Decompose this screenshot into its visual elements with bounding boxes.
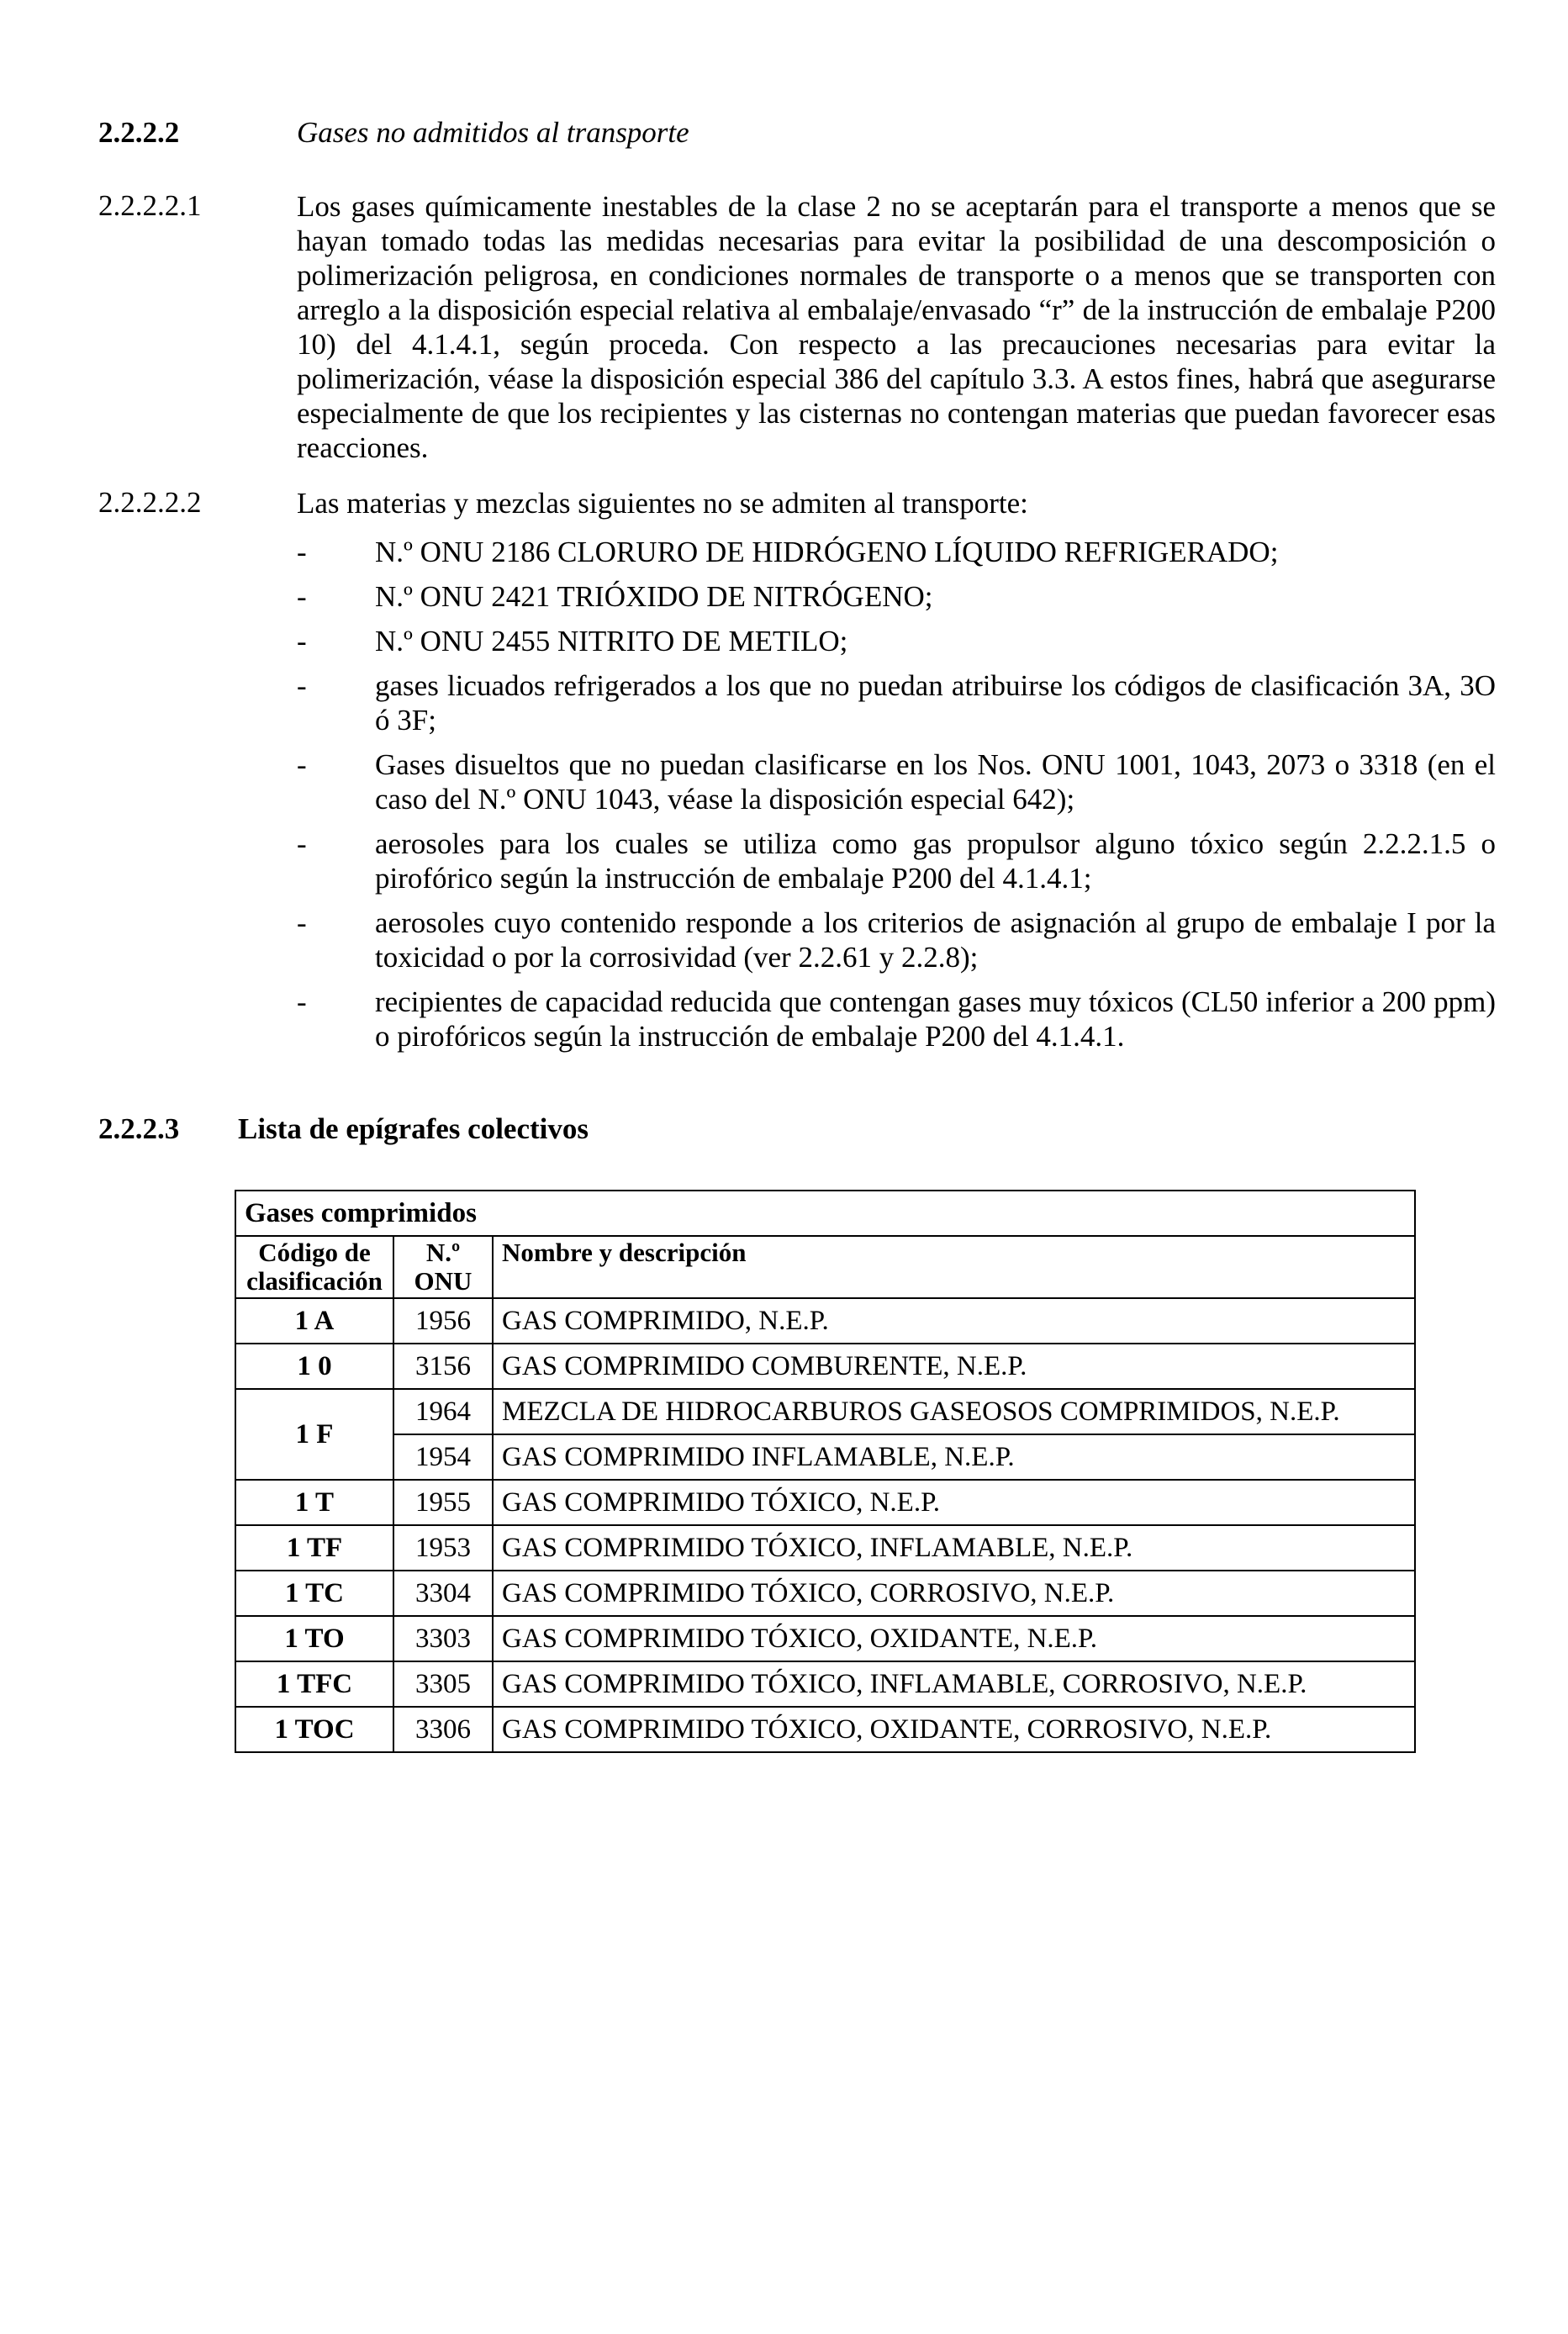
cell-onu: 3305	[393, 1661, 493, 1707]
cell-desc: GAS COMPRIMIDO COMBURENTE, N.E.P.	[493, 1344, 1415, 1389]
list-item-text: Gases disueltos que no puedan clasificarse en los Nos. ONU 1001, 1043, 2073 o 3318 (en el caso del N.º ONU 1043, véase la disposición especial 642);	[375, 748, 1496, 816]
cell-desc: GAS COMPRIMIDO TÓXICO, INFLAMABLE, CORROSIVO, N.E.P.	[493, 1661, 1415, 1707]
list-item	[297, 747, 1496, 816]
table-header-row	[235, 1236, 1415, 1298]
list-dash: -	[297, 827, 307, 860]
cell-desc: GAS COMPRIMIDO TÓXICO, OXIDANTE, N.E.P.	[493, 1616, 1415, 1661]
list-item-text: N.º ONU 2186 CLORURO DE HIDRÓGENO LÍQUIDO REFRIGERADO;	[375, 536, 1279, 568]
list-item-text: N.º ONU 2455 NITRITO DE METILO;	[375, 625, 848, 657]
section-number: 2.2.2.2	[98, 116, 180, 149]
collective-entries-table	[235, 1190, 1416, 1753]
list-item	[297, 579, 1496, 614]
cell-desc: MEZCLA DE HIDROCARBUROS GASEOSOS COMPRIMIDOS, N.E.P.	[493, 1389, 1415, 1434]
list-item	[297, 624, 1496, 658]
list-dash: -	[297, 748, 307, 781]
paragraph-text: Los gases químicamente inestables de la clase 2 no se aceptarán para el transporte a menos que se hayan tomado todas las medidas necesarias para evitar la posibilidad de una descomposición o polimerización peligrosa, en condiciones normales de transporte o a menos que se transporten con arreglo a la disposición especial relativa al embalaje/envasado “r” de la instrucción de embalaje P200 10) del 4.1.4.1, según proceda. Con respecto a las precauciones necesarias para evitar la polimerización, véase la disposición especial 386 del capítulo 3.3. A estos fines, habrá que asegurarse especialmente de que los recipientes y las cisternas no contengan materias que puedan favorecer esas reacciones.	[297, 190, 1496, 464]
list-item-text: N.º ONU 2421 TRIÓXIDO DE NITRÓGENO;	[375, 580, 933, 613]
subsection-title: Lista de epígrafes colectivos	[238, 1112, 589, 1145]
table-row	[235, 1298, 1415, 1344]
paragraph-2-2-2-2-1	[98, 189, 1496, 465]
cell-onu: 1964	[393, 1389, 493, 1434]
list-dash: -	[297, 536, 307, 568]
header-code-line1: Código de	[258, 1238, 371, 1267]
subsection-heading	[98, 1112, 589, 1146]
header-un-number	[393, 1236, 493, 1298]
cell-onu: 1955	[393, 1480, 493, 1525]
list-item-text: aerosoles cuyo contenido responde a los criterios de asignación al grupo de embalaje I por la toxicidad o por la corrosividad (ver 2.2.61 y 2.2.8);	[375, 906, 1496, 974]
cell-code: 1 T	[235, 1480, 393, 1525]
table-caption-row	[235, 1191, 1415, 1236]
table-row	[235, 1707, 1415, 1752]
cell-onu: 1954	[393, 1434, 493, 1480]
cell-onu: 3156	[393, 1344, 493, 1389]
list-item	[297, 906, 1496, 974]
excluded-substances-list	[297, 535, 1496, 1064]
section-title: Gases no admitidos al transporte	[297, 116, 689, 149]
list-item-text: gases licuados refrigerados a los que no puedan atribuirse los códigos de clasificación 3A, 3O ó 3F;	[375, 669, 1496, 737]
list-dash: -	[297, 669, 307, 702]
cell-desc: GAS COMPRIMIDO TÓXICO, N.E.P.	[493, 1480, 1415, 1525]
cell-desc: GAS COMPRIMIDO TÓXICO, INFLAMABLE, N.E.P.	[493, 1525, 1415, 1571]
header-code-line2: clasificación	[246, 1266, 383, 1296]
header-name-description: Nombre y descripción	[493, 1236, 1415, 1298]
table-row	[235, 1571, 1415, 1616]
table-caption: Gases comprimidos	[235, 1191, 1415, 1236]
list-item-text: aerosoles para los cuales se utiliza como gas propulsor alguno tóxico según 2.2.2.1.5 o pirofórico según la instrucción de embalaje P200 del 4.1.4.1;	[375, 827, 1496, 895]
table-row	[235, 1661, 1415, 1707]
cell-code: 1 TO	[235, 1616, 393, 1661]
cell-onu: 1953	[393, 1525, 493, 1571]
cell-code: 1 TF	[235, 1525, 393, 1571]
list-dash: -	[297, 906, 307, 939]
list-item	[297, 668, 1496, 737]
cell-onu: 3304	[393, 1571, 493, 1616]
table-row	[235, 1480, 1415, 1525]
cell-desc: GAS COMPRIMIDO, N.E.P.	[493, 1298, 1415, 1344]
table-row	[235, 1389, 1415, 1434]
section-heading	[98, 116, 689, 150]
list-item	[297, 985, 1496, 1053]
cell-onu: 3306	[393, 1707, 493, 1752]
cell-onu: 1956	[393, 1298, 493, 1344]
table-row	[235, 1525, 1415, 1571]
list-item-text: recipientes de capacidad reducida que contengan gases muy tóxicos (CL50 inferior a 200 ppm) o pirofóricos según la instrucción de embalaje P200 del 4.1.4.1.	[375, 985, 1496, 1053]
cell-desc: GAS COMPRIMIDO INFLAMABLE, N.E.P.	[493, 1434, 1415, 1480]
paragraph-number: 2.2.2.2.2	[98, 486, 202, 519]
subsection-number: 2.2.2.3	[98, 1112, 180, 1145]
table-row	[235, 1434, 1415, 1480]
header-classification-code	[235, 1236, 393, 1298]
header-onu-line2: ONU	[414, 1266, 473, 1296]
cell-desc: GAS COMPRIMIDO TÓXICO, OXIDANTE, CORROSIVO, N.E.P.	[493, 1707, 1415, 1752]
cell-code: 1 TOC	[235, 1707, 393, 1752]
table-row	[235, 1616, 1415, 1661]
list-dash: -	[297, 985, 307, 1018]
cell-code: 1 TC	[235, 1571, 393, 1616]
list-item	[297, 535, 1496, 569]
list-item	[297, 826, 1496, 895]
cell-code: 1 TFC	[235, 1661, 393, 1707]
cell-desc: GAS COMPRIMIDO TÓXICO, CORROSIVO, N.E.P.	[493, 1571, 1415, 1616]
paragraph-2-2-2-2-2	[98, 486, 1496, 520]
paragraph-text: Las materias y mezclas siguientes no se admiten al transporte:	[297, 487, 1028, 520]
list-dash: -	[297, 625, 307, 657]
cell-code: 1 A	[235, 1298, 393, 1344]
cell-code: 1 F	[235, 1389, 393, 1480]
cell-onu: 3303	[393, 1616, 493, 1661]
table-row	[235, 1344, 1415, 1389]
paragraph-number: 2.2.2.2.1	[98, 189, 202, 222]
header-onu-line1: N.º	[425, 1238, 461, 1267]
list-dash: -	[297, 580, 307, 613]
cell-code: 1 0	[235, 1344, 393, 1389]
